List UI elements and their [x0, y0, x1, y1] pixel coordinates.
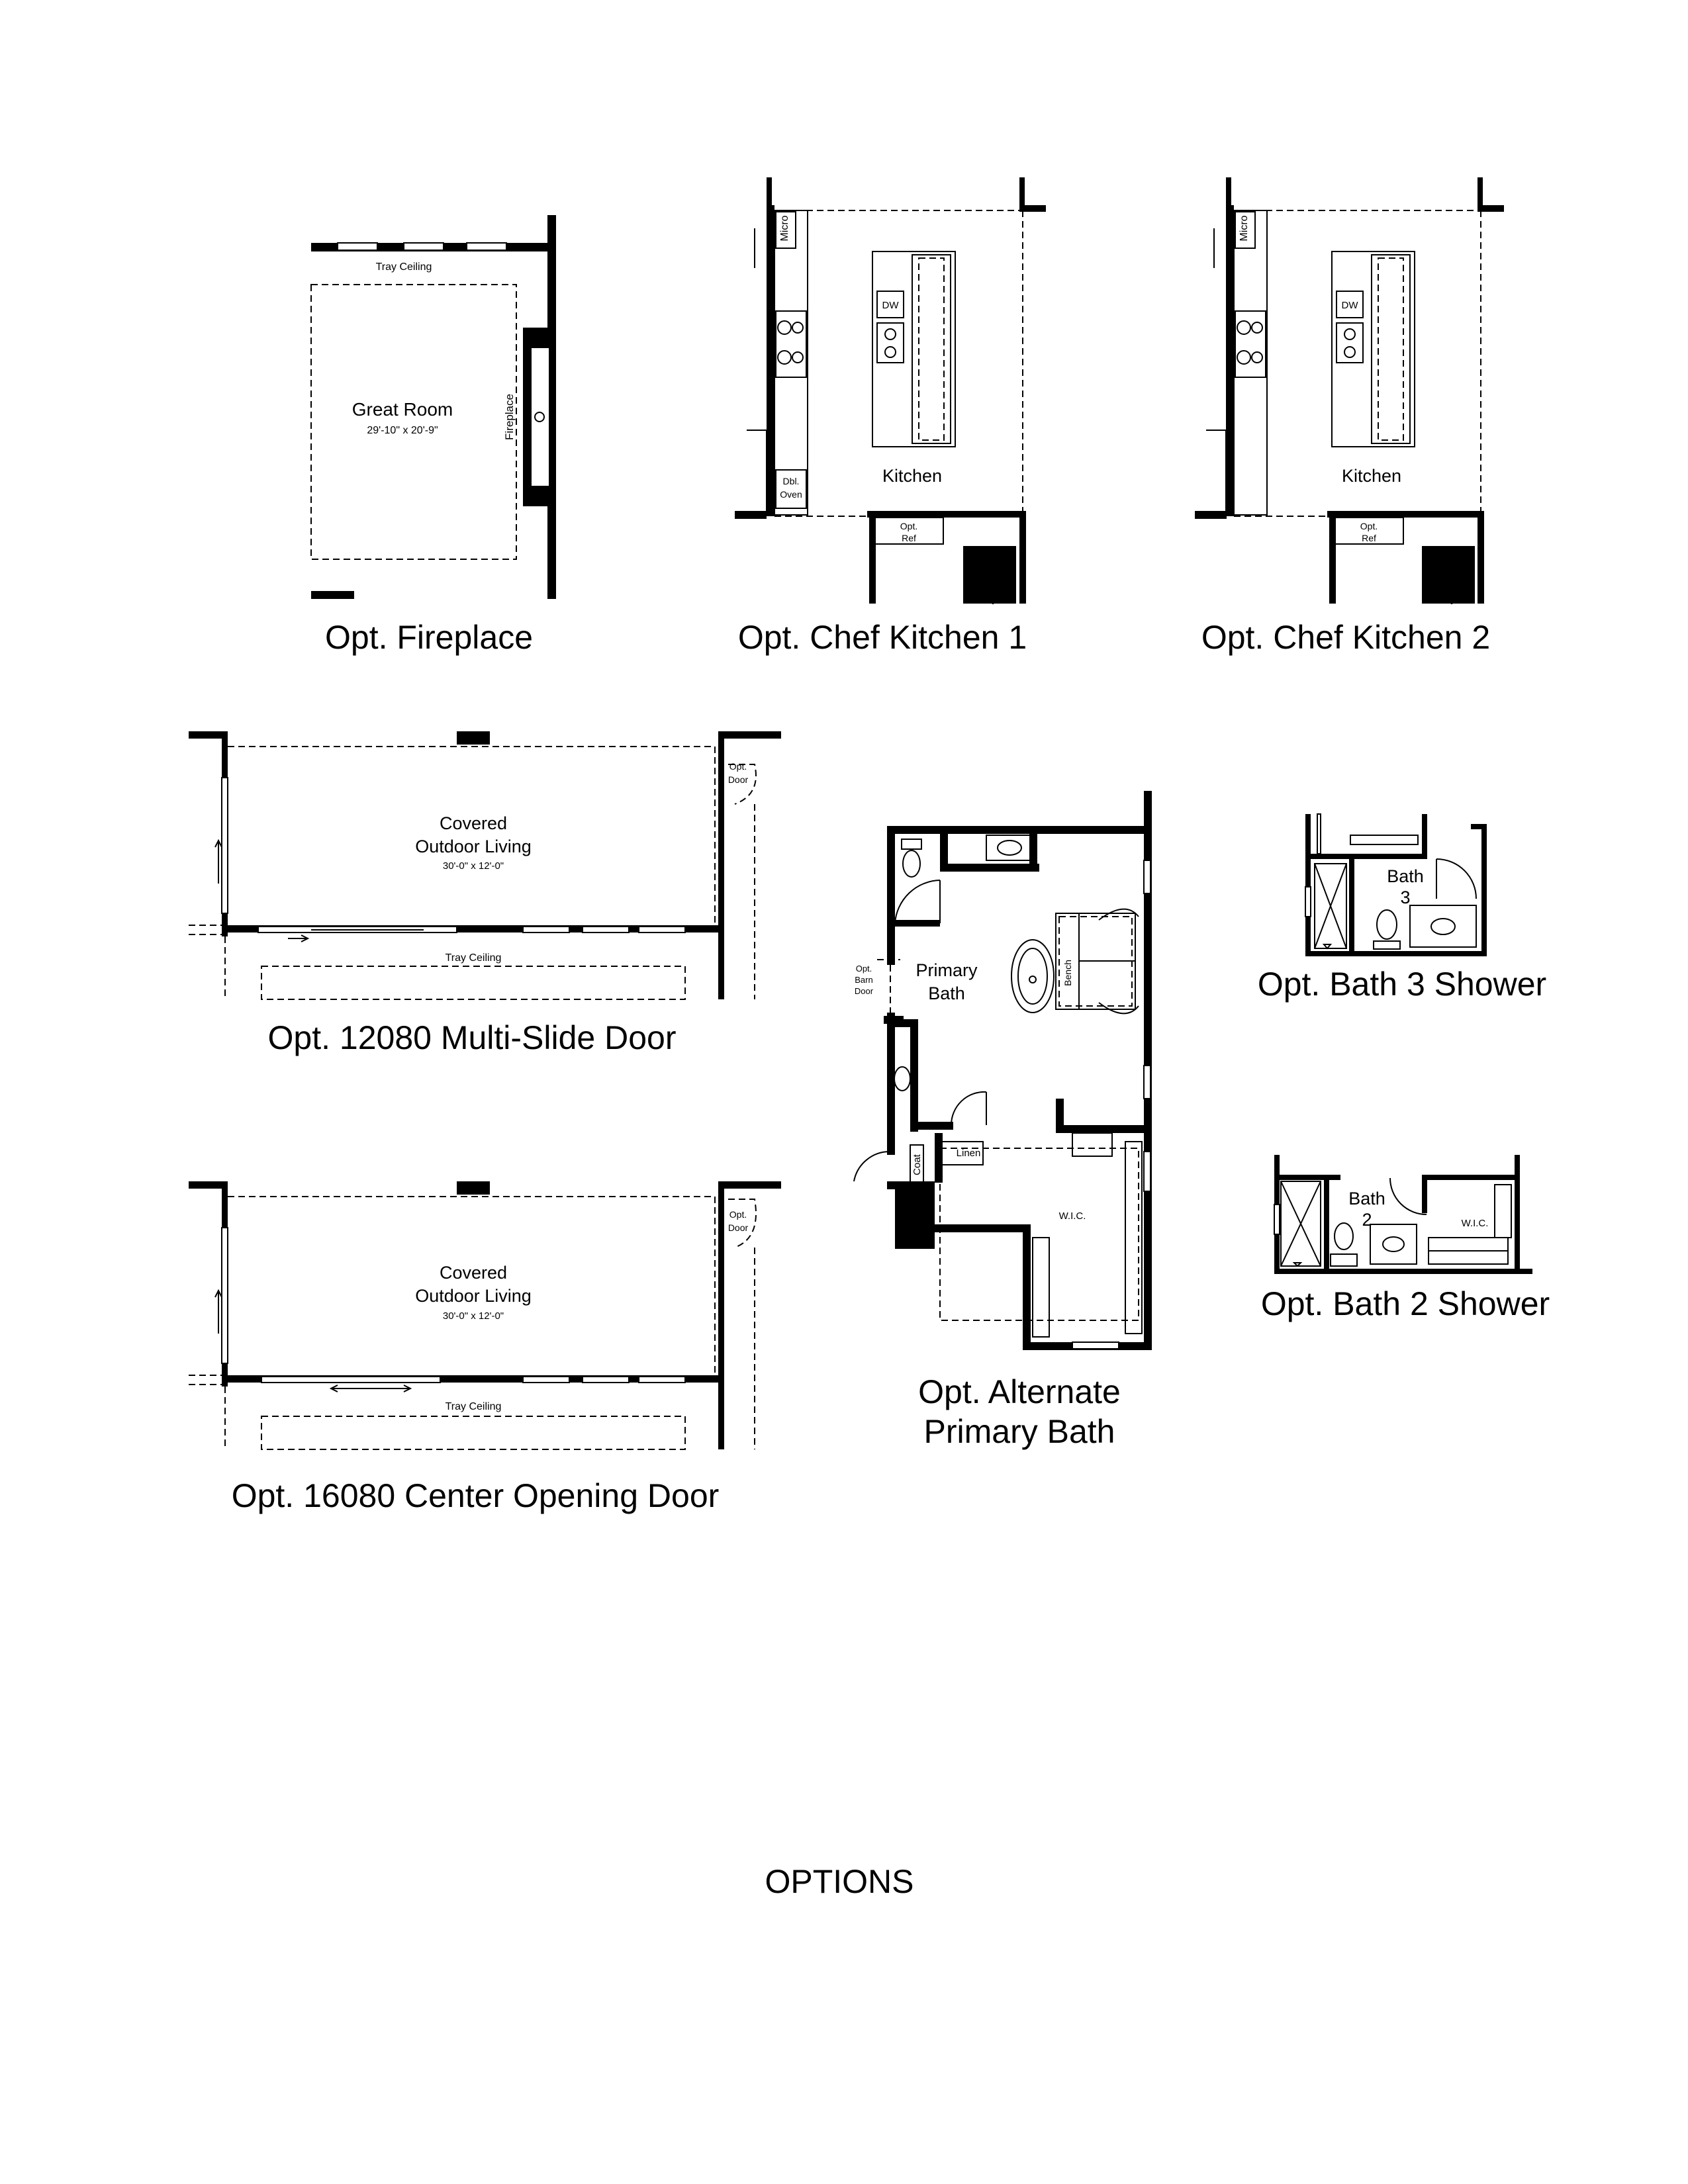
- linen-label: Linen: [956, 1148, 981, 1159]
- caption-center-opening-door: Opt. 16080 Center Opening Door: [231, 1477, 720, 1514]
- chef1-micro-label: Micro: [779, 215, 790, 242]
- center-ceiling-label: Tray Ceiling: [445, 1401, 502, 1412]
- slide-door-line2: Door: [727, 774, 749, 785]
- center-room-line1: Covered: [439, 1263, 508, 1283]
- center-door-line1: Opt.: [729, 1209, 747, 1220]
- chef1-oven-line1: Dbl.: [782, 476, 800, 486]
- chef2-dw-label: DW: [1341, 300, 1358, 311]
- fireplace-ceiling-label: Tray Ceiling: [375, 261, 432, 273]
- slide-ceiling-label: Tray Ceiling: [445, 952, 502, 964]
- fireplace-label: Fireplace: [503, 394, 516, 440]
- center-opening-door-plan: [189, 1181, 781, 1449]
- fireplace-plan: [311, 215, 556, 599]
- chef2-ref-line1: Opt.: [1360, 521, 1378, 531]
- center-room-dims: 30'-0" x 12'-0": [442, 1310, 504, 1322]
- slide-room-dims: 30'-0" x 12'-0": [442, 860, 504, 872]
- primary-wic-label: W.I.C.: [1058, 1210, 1086, 1222]
- coat-label: Coat: [912, 1154, 923, 1175]
- caption-chef-kitchen-2: Opt. Chef Kitchen 2: [1201, 619, 1491, 656]
- bath3-label-line1: Bath: [1387, 866, 1424, 886]
- center-room-line2: Outdoor Living: [415, 1286, 532, 1306]
- caption-primary-bath-line2: Primary Bath: [923, 1413, 1115, 1450]
- chef-kitchen-1-plan: [735, 177, 1046, 604]
- bench-label: Bench: [1062, 960, 1073, 986]
- chef1-ref-line2: Ref: [902, 533, 916, 543]
- bath-3-shower-plan: [1305, 814, 1487, 956]
- caption-multi-slide-door: Opt. 12080 Multi-Slide Door: [267, 1019, 677, 1056]
- primary-bath-line2: Bath: [928, 983, 965, 1003]
- caption-chef-kitchen-1: Opt. Chef Kitchen 1: [737, 619, 1027, 656]
- great-room-label: Great Room: [352, 399, 453, 420]
- caption-fireplace: Opt. Fireplace: [324, 619, 534, 656]
- alternate-primary-bath-plan: [854, 791, 1152, 1350]
- chef2-ref-line2: Ref: [1362, 533, 1376, 543]
- barn-door-line1: Opt.: [855, 964, 872, 974]
- barn-door-line2: Barn: [855, 975, 873, 985]
- bath2-label-line1: Bath: [1348, 1189, 1385, 1208]
- primary-bath-line1: Primary: [915, 960, 978, 980]
- bath-2-shower-plan: [1274, 1155, 1532, 1274]
- great-room-dims: 29'-10" x 20'-9": [367, 425, 438, 436]
- caption-primary-bath-line1: Opt. Alternate: [918, 1373, 1121, 1410]
- bath2-wic-label: W.I.C.: [1461, 1218, 1489, 1229]
- chef2-micro-label: Micro: [1239, 215, 1250, 242]
- caption-bath-2-shower: Opt. Bath 2 Shower: [1260, 1285, 1550, 1322]
- center-door-line2: Door: [727, 1222, 749, 1233]
- slide-room-line1: Covered: [439, 813, 508, 833]
- chef2-kitchen-label: Kitchen: [1341, 466, 1402, 486]
- bath2-label-line2: 2: [1362, 1210, 1372, 1230]
- slide-room-line2: Outdoor Living: [415, 837, 532, 856]
- chef1-kitchen-label: Kitchen: [882, 466, 943, 486]
- chef1-oven-line2: Oven: [780, 489, 802, 500]
- chef1-ref-line1: Opt.: [900, 521, 918, 531]
- bath3-label-line2: 3: [1400, 887, 1411, 907]
- slide-door-line1: Opt.: [729, 761, 747, 772]
- chef1-dw-label: DW: [882, 300, 899, 311]
- barn-door-line3: Door: [854, 986, 874, 996]
- options-title: OPTIONS: [765, 1863, 914, 1900]
- chef-kitchen-2-plan: [1195, 177, 1504, 604]
- multi-slide-door-plan: [189, 731, 781, 999]
- caption-bath-3-shower: Opt. Bath 3 Shower: [1257, 966, 1547, 1003]
